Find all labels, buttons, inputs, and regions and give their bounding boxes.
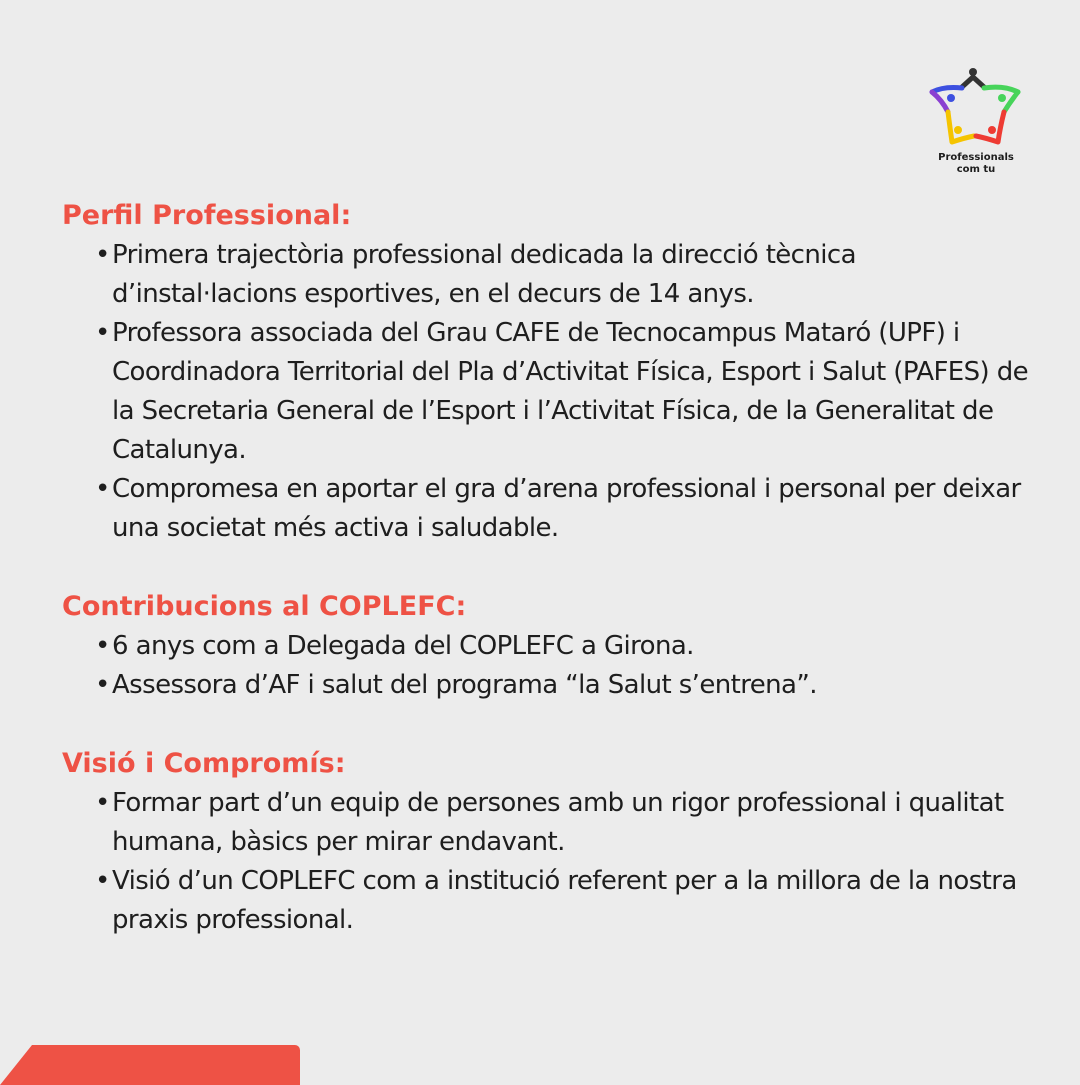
list-item: [62, 627, 1042, 666]
bullet-icon: •: [95, 788, 110, 818]
bullet-list: [62, 784, 1042, 940]
star-people-icon: [926, 60, 1026, 152]
list-item-text: Formar part d’un equip de persones amb un rigor professional i qualitat humana, bàsics per mirar endavant.: [112, 788, 1004, 857]
list-item-text: Professora associada del Grau CAFE de Tecnocampus Mataró (UPF) i Coordinadora Territorial del Pla d’Activitat Física, Esport i Salut (PAFES) de la Secretaria General de l’Esport i l’Activitat Física, de la Generalitat de Catalunya.: [112, 318, 1029, 465]
bullet-list: [62, 627, 1042, 705]
professionals-com-tu-logo: [926, 60, 1026, 182]
list-item-text: Visió d’un COPLEFC com a institució referent per a la millora de la nostra praxis professional.: [112, 866, 1017, 935]
decorative-bottom-bar: [0, 1045, 300, 1085]
logo-text: [926, 152, 1026, 176]
section-perfil-professional: [62, 196, 1042, 548]
section-contribucions: [62, 587, 1042, 705]
list-item: [62, 666, 1042, 705]
logo-line-1: Professionals: [938, 152, 1014, 163]
bullet-icon: •: [95, 240, 110, 270]
list-item: [62, 862, 1042, 940]
section-title: Visió i Compromís:: [62, 748, 346, 779]
bullet-icon: •: [95, 318, 110, 348]
list-item-text: 6 anys com a Delegada del COPLEFC a Girona.: [112, 631, 694, 661]
list-item: [62, 314, 1042, 470]
bullet-list: [62, 236, 1042, 548]
list-item-text: Compromesa en aportar el gra d’arena professional i personal per deixar una societat més activa i saludable.: [112, 474, 1021, 543]
bullet-icon: •: [95, 670, 110, 700]
logo-line-2: com tu: [956, 164, 996, 175]
section-title: Contribucions al COPLEFC:: [62, 591, 467, 622]
bullet-icon: •: [95, 866, 110, 896]
list-item-text: Assessora d’AF i salut del programa “la Salut s’entrena”.: [112, 670, 817, 700]
section-title: Perfil Professional:: [62, 200, 352, 231]
bullet-icon: •: [95, 631, 110, 661]
list-item: [62, 236, 1042, 314]
list-item-text: Primera trajectòria professional dedicada la direcció tècnica d’instal·lacions esportives, en el decurs de 14 anys.: [112, 240, 856, 309]
list-item: [62, 470, 1042, 548]
list-item: [62, 784, 1042, 862]
bullet-icon: •: [95, 474, 110, 504]
section-visio-compromis: [62, 744, 1042, 940]
main-content: [62, 196, 1042, 979]
